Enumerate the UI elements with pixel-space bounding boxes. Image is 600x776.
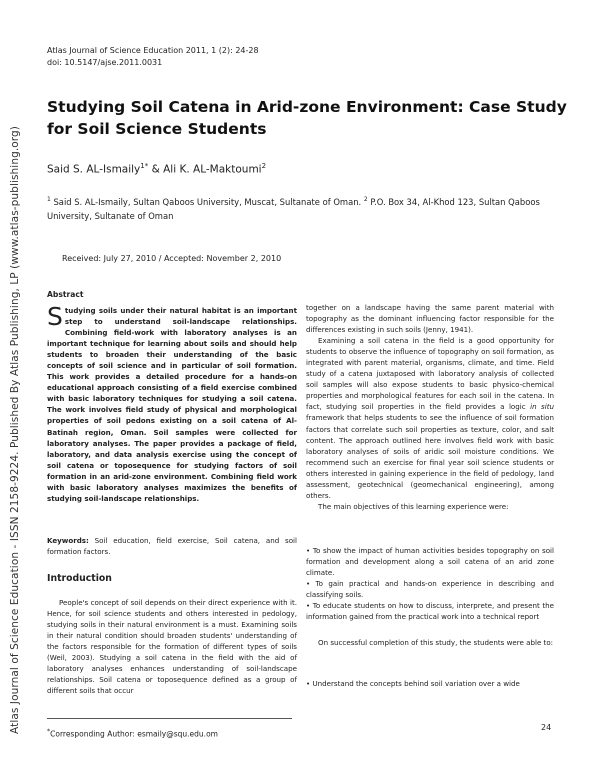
right-paragraph-2-part-2: framework that helps students to see the influence of soil formation factors that correlate such soil properties as texture, color, and salt content. The approach outlined here involves field work with basic laboratory analyses of soils of aridic soil moisture conditions. We recommend such an exercise for final year soil science students or others interested in gaining experience in the field of pedology, land assessment, geotechnical (geomechanical engineering), among others.: [306, 413, 554, 500]
affiliation-2-marker: 2: [363, 196, 368, 203]
page-number: 24: [541, 723, 552, 732]
abstract-dropcap: S: [47, 302, 63, 331]
objectives-intro: The main objectives of this learning experience were:: [318, 501, 509, 511]
author-2-marker: 2: [261, 162, 267, 170]
outcome-bullet: • Understand the concepts behind soil variation over a wide: [306, 679, 520, 688]
author-1-marker: 1*: [140, 162, 149, 170]
right-column-top: [306, 302, 554, 512]
abstract-body: [47, 302, 297, 504]
keywords-text: Soil education, field exercise, Soil catena, and soil formation factors.: [47, 536, 297, 557]
author-2: Ali K. AL-Maktoumi: [163, 163, 262, 176]
affiliation-1: Said S. AL-Ismaily, Sultan Qaboos University, Muscat, Sultanate of Oman.: [50, 196, 364, 207]
footnote-marker: *: [47, 728, 51, 735]
in-situ-term: in situ: [530, 402, 554, 412]
abstract-text: tudying soils under their natural habitat is an important step to understand soil-landscape relationships. Combining field-work with laboratory analyses is an important technique for learning about soils and should help students to broaden their understanding of the basic concepts of soil science and in particular of soil formation. This work provides a detailed procedure for a hands-on educational approach consisting of a field exercise combined with basic laboratory techniques for studying a soil catena. The work involves field study of physical and morphological properties of soil pedons existing on a soil catena of Al-Batinah region, Oman. Soil samples were collected for laboratory analyses. The paper provides a package of field, laboratory, and data analysis exercise using the concept of soil catena or toposequence for studying factors of soil formation in an arid-zone environment. Combining field work with basic laboratory analyses maximizes the benefits of studying soil-landscape relationships.: [47, 306, 297, 503]
objectives-list: [306, 545, 554, 622]
introduction-text: People's concept of soil depends on their direct experience with it. Hence, for soil science students and others interested in pedology, studying soils in their natural environment is a must. Examining soils in their natural condition should broaden students' understanding of the factors responsible for the formation of different types of soils (Weil, 2003). Studying a soil catena in the field with the aid of laboratory analyses enhances understanding of soil-landscape relationships. Soil catena or toposequence defined as a group of different soils that occur: [47, 598, 297, 696]
affiliation-1-marker: 1: [47, 196, 51, 203]
right-paragraph-2: [306, 335, 554, 501]
footnote-rule: [47, 718, 292, 719]
footnote-text: Corresponding Author: esmaily@squ.edu.om: [50, 729, 218, 739]
objective-2: • To gain practical and hands-on experience in describing and classifying soils.: [306, 579, 554, 600]
journal-sidebar: [0, 0, 30, 776]
objective-3: • To educate students on how to discuss, interprete, and present the information gained from the practical work into a technical report: [306, 601, 554, 622]
affiliations: [47, 193, 567, 223]
author-1: Said S. AL-Ismaily: [47, 163, 141, 176]
corresponding-author-footnote: [47, 728, 218, 739]
keywords: [47, 535, 297, 557]
affiliation-2: P.O. Box 34, Al-Khod 123, Sultan Qaboos University, Sultanate of Oman: [47, 196, 540, 221]
right-paragraph-2-part-1: Examining a soil catena in the field is a good opportunity for students to observe the influence of topography on soil formation, as integrated with parent material, organisms, climate, and time. Field study of a catena juxtaposed with laboratory analysis of collected soil samples will also expose students to basic physico-chemical properties and morphological features for each soil in the catena. In fact, studying soil properties in the field provides a logic: [306, 336, 554, 412]
doi-line: doi: 10.5147/ajse.2011.0031: [47, 57, 163, 67]
right-paragraph-1: together on a landscape having the same parent material with topography as the dominant influencing factor responsible for the differences existing in such soils (Jenny, 1941).: [306, 303, 554, 335]
keywords-label: Keywords:: [47, 536, 89, 545]
introduction-heading: Introduction: [47, 573, 112, 584]
completion-paragraph: On successful completion of this study, the students were able to:: [318, 638, 554, 647]
journal-header: [47, 45, 259, 68]
objective-1: • To show the impact of human activities besides topography on soil formation and development along a soil catena of an arid zone climate.: [306, 546, 554, 578]
abstract-heading: Abstract: [47, 290, 84, 299]
author-line: [47, 162, 266, 176]
received-dates: Received: July 27, 2010 / Accepted: November 2, 2010: [62, 254, 282, 263]
citation-line: Atlas Journal of Science Education 2011, 1 (2): 24-28: [47, 46, 259, 55]
paper-title: Studying Soil Catena in Arid-zone Environment: Case Study for Soil Science Students: [47, 98, 567, 138]
sidebar-text: Atlas Journal of Science Education - ISSN 2158-9224. Published By Atlas Publishing, LP (www.atlas-publishing.org): [9, 126, 21, 734]
author-connector: &: [148, 163, 164, 176]
